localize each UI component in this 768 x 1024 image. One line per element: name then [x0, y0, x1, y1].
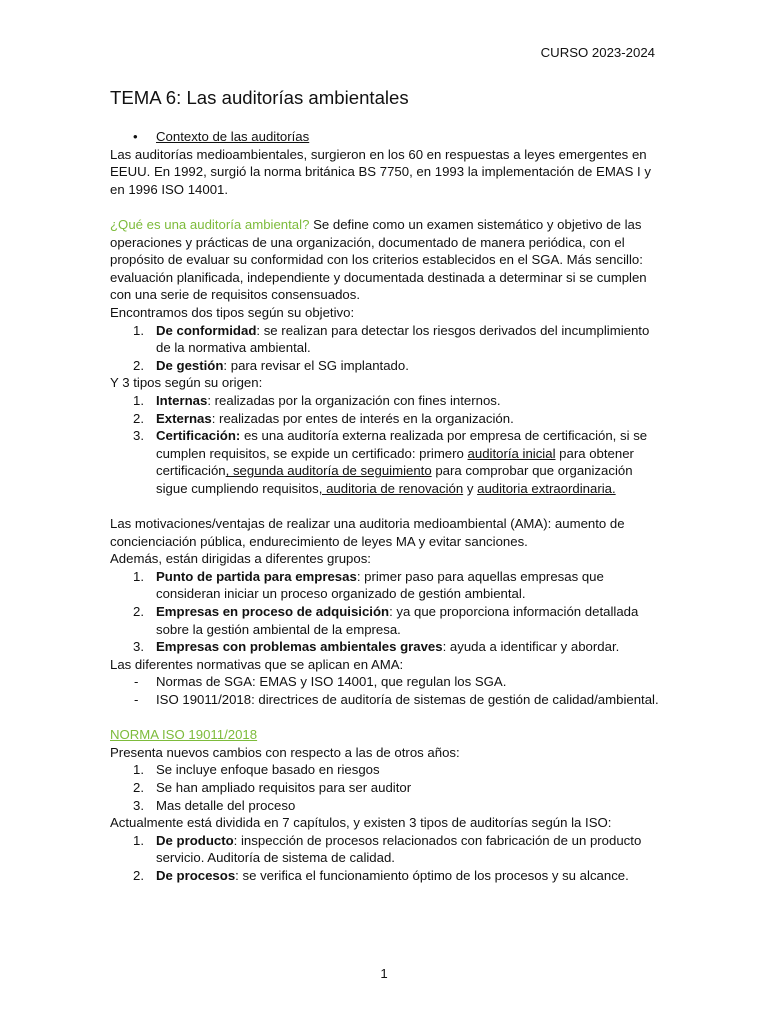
item-bold: Externas	[156, 410, 212, 426]
iso-section-heading: NORMA ISO 19011/2018	[110, 727, 258, 743]
item-text: : ya que proporciona información detallada sobre la gestión ambiental de la empresa.	[156, 604, 639, 637]
item-text: : realizadas por entes de interés en la organización.	[211, 410, 514, 426]
item-bold: De procesos	[156, 867, 236, 883]
item-text: : realizadas por la organización con fines internos.	[207, 392, 501, 408]
underlined-term: , auditoria de renovación	[318, 480, 464, 496]
underlined-term: , segunda	[225, 463, 284, 479]
item-text: : ayuda a identificar y abordar.	[442, 639, 620, 655]
origin-intro: Y 3 tipos según su origen:	[110, 375, 263, 391]
item-bold: Empresas en proceso de adquisición	[156, 604, 390, 620]
list-item: 2. Externas: realizadas por entes de interés en la organización.	[133, 410, 514, 426]
context-paragraph: Las auditorías medioambientales, surgieron en los 60 en respuestas a leyes emergentes en EEUU. En 1992, surgió la norma británica BS 7750, en 1993 la implementación de EMAS I y en 1996 ISO 14001.	[110, 146, 651, 197]
list-item	[110, 128, 662, 146]
page-number: 1	[380, 966, 388, 981]
item-bold: Empresas con problemas ambientales graves	[156, 639, 443, 655]
list-item: 2. De procesos: se verifica el funcionamiento óptimo de los procesos y su alcance.	[133, 867, 629, 883]
item-text: : inspección de procesos relacionados con fabricación de un producto servicio. Auditoría de sistema de calidad.	[156, 832, 642, 866]
objective-list	[110, 322, 662, 375]
list-item: 3. Mas detalle del proceso	[133, 797, 296, 813]
origin-list	[110, 392, 662, 498]
context-heading: Contexto de las auditorías	[156, 129, 310, 144]
underlined-term: auditoria extraordinaria.	[477, 480, 616, 496]
iso-changes-list	[110, 761, 662, 814]
context-bullet-list	[110, 128, 662, 146]
list-item: 3. Certificación: es una auditoría externa realizada por empresa de certificación, si se cumplen requisitos, se expide un certificado: primero auditoría inicial para obtener certificación, segunda auditoría de seguimiento para comprobar que organización sigue cumpliendo requisitos, auditoria de renovación y auditoria extraordinaria.	[133, 428, 648, 496]
groups-intro: Además, están dirigidas a diferentes grupos:	[110, 551, 371, 567]
list-item: - Normas de SGA: EMAS y ISO 14001, que regulan los SGA.	[110, 673, 662, 691]
definition-text: Se define como un examen sistemático y objetivo de las operaciones y prácticas de una organización, documentado de manera periódica, con el propósito de evaluar su conformidad con los criterios establecidos en el SGA. Más sencillo: evaluación planificada, independiente y documentada destinada a determinar si se cumplen con una serie de requisitos consensuados.	[110, 216, 647, 303]
iso-types-intro: Actualmente está dividida en 7 capítulos, y existen 3 tipos de auditorías según la ISO:	[110, 815, 612, 831]
definition-paragraph	[110, 216, 662, 304]
objective-intro: Encontramos dos tipos según su objetivo:	[110, 304, 355, 320]
groups-list	[110, 568, 662, 656]
item-bold: Certificación:	[156, 428, 241, 444]
list-item: 2. De gestión: para revisar el SG implantado.	[133, 357, 409, 373]
iso-changes-intro: Presenta nuevos cambios con respecto a las de otros años:	[110, 744, 460, 760]
item-text: : para revisar el SG implantado.	[223, 357, 409, 373]
item-bold: De gestión	[156, 357, 224, 373]
item-bold: Punto de partida para empresas	[156, 568, 357, 584]
regulations-intro: Las diferentes normativas que se aplican en AMA:	[110, 656, 404, 672]
list-item: - ISO 19011/2018: directrices de auditoría de sistemas de gestión de calidad/ambiental.	[110, 691, 662, 709]
item-bold: Internas	[156, 392, 208, 408]
item-text: : se realizan para detectar los riesgos derivados del incumplimiento de la normativa ambiental.	[156, 322, 650, 356]
item-bold: De producto	[156, 832, 234, 848]
page-title: TEMA 6: Las auditorías ambientales	[110, 87, 409, 108]
list-item: 2. Empresas en proceso de adquisición: ya que proporciona información detallada sobre la gestión ambiental de la empresa.	[133, 604, 639, 637]
item-text: : primer paso para aquellas empresas que consideran iniciar un proceso organizado de gestión ambiental.	[156, 568, 604, 602]
item-text: : se verifica el funcionamiento óptimo de los procesos y su alcance.	[235, 867, 629, 883]
definition-question: ¿Qué es una auditoría ambiental?	[110, 216, 310, 232]
regulations-list	[110, 673, 662, 708]
document-body	[110, 86, 662, 885]
list-item: 3. Empresas con problemas ambientales graves: ayuda a identificar y abordar.	[133, 639, 620, 655]
underlined-term: auditoría inicial	[467, 445, 556, 461]
item-bold: De conformidad	[156, 322, 257, 338]
underlined-term: auditoría de seguimiento	[283, 463, 432, 479]
list-item: 1. De producto: inspección de procesos relacionados con fabricación de un producto servicio. Auditoría de sistema de calidad.	[133, 832, 642, 866]
motivations-paragraph: Las motivaciones/ventajas de realizar una auditoria medioambiental (AMA): aumento de concienciación pública, endurecimiento de leyes MA y evitar sanciones.	[110, 516, 625, 549]
list-item: 1. Internas: realizadas por la organización con fines internos.	[133, 392, 501, 408]
list-item: 1. Se incluye enfoque basado en riesgos	[133, 762, 380, 778]
list-item: 2. Se han ampliado requisitos para ser auditor	[133, 779, 412, 795]
list-item: 1. De conformidad: se realizan para detectar los riesgos derivados del incumplimiento de la normativa ambiental.	[133, 322, 650, 356]
list-item: 1. Punto de partida para empresas: primer paso para aquellas empresas que consideran iniciar un proceso organizado de gestión ambiental.	[133, 568, 604, 602]
course-header: CURSO 2023-2024	[540, 45, 655, 60]
iso-types-list	[110, 832, 662, 885]
